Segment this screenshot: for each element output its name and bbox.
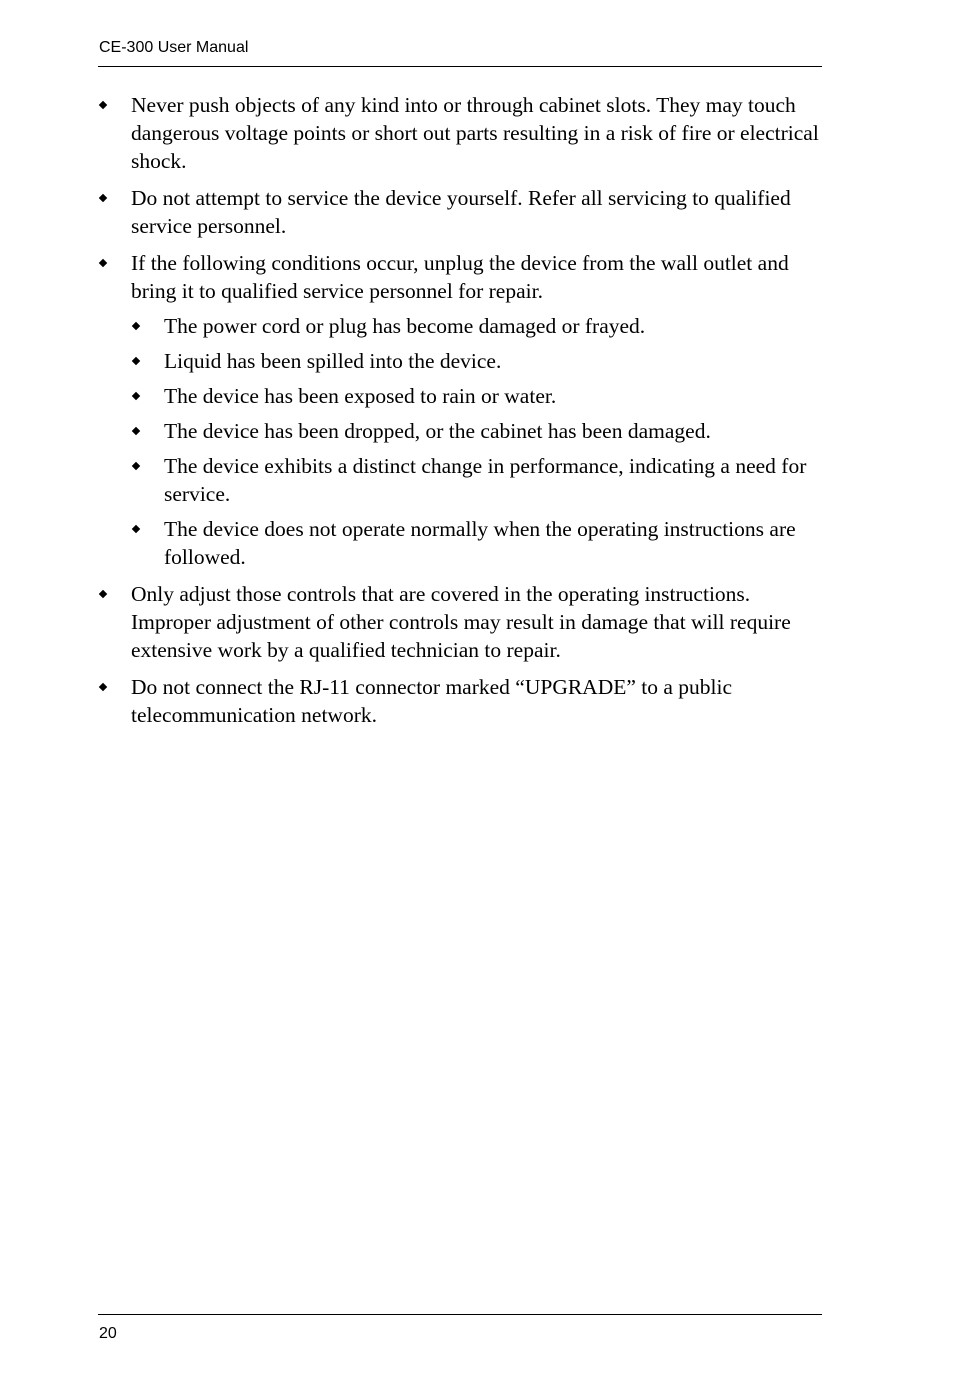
diamond-bullet-icon bbox=[131, 461, 141, 471]
page-header bbox=[98, 36, 822, 67]
sub-list-item-text: The device exhibits a distinct change in performance, indicating a need for service. bbox=[164, 454, 807, 506]
list-item-text: Do not attempt to service the device yourself. Refer all servicing to qualified service personnel. bbox=[131, 186, 791, 238]
list-item-text: If the following conditions occur, unplug the device from the wall outlet and bring it to qualified service personnel for repair. bbox=[131, 251, 789, 303]
list-item bbox=[98, 184, 822, 240]
sub-list-item-text: The device has been exposed to rain or water. bbox=[164, 384, 557, 408]
sub-list-item-text: The power cord or plug has become damaged or frayed. bbox=[164, 314, 646, 338]
list-item bbox=[98, 673, 822, 729]
sub-list-item bbox=[131, 452, 822, 508]
diamond-bullet-icon bbox=[131, 356, 141, 366]
page-number: 20 bbox=[99, 1325, 117, 1342]
sub-list-item bbox=[131, 347, 822, 375]
sub-list-item-text: The device does not operate normally when the operating instructions are followed. bbox=[164, 517, 796, 569]
diamond-bullet-icon bbox=[131, 321, 141, 331]
diamond-bullet-icon bbox=[98, 682, 108, 692]
list-item bbox=[98, 249, 822, 571]
sub-list-item-text: Liquid has been spilled into the device. bbox=[164, 349, 502, 373]
page-footer bbox=[98, 1314, 822, 1342]
diamond-bullet-icon bbox=[98, 589, 108, 599]
sub-list-item-text: The device has been dropped, or the cabinet has been damaged. bbox=[164, 419, 711, 443]
list-item-text: Only adjust those controls that are covered in the operating instructions. Improper adjustment of other controls may result in damage that will require extensive work by a qualified technician to repair. bbox=[131, 582, 791, 662]
list-item-text: Do not connect the RJ-11 connector marked “UPGRADE” to a public telecommunication network. bbox=[131, 675, 733, 727]
list-item bbox=[98, 580, 822, 664]
diamond-bullet-icon bbox=[131, 524, 141, 534]
sub-list-item bbox=[131, 515, 822, 571]
safety-instructions-list bbox=[98, 91, 822, 738]
conditions-sub-list bbox=[131, 312, 822, 571]
diamond-bullet-icon bbox=[131, 391, 141, 401]
sub-list-item bbox=[131, 417, 822, 445]
diamond-bullet-icon bbox=[131, 426, 141, 436]
list-item bbox=[98, 91, 822, 175]
list-item-text: Never push objects of any kind into or through cabinet slots. They may touch dangerous voltage points or short out parts resulting in a risk of fire or electrical shock. bbox=[131, 93, 819, 173]
diamond-bullet-icon bbox=[98, 258, 108, 268]
diamond-bullet-icon bbox=[98, 100, 108, 110]
sub-list-item bbox=[131, 382, 822, 410]
manual-title: CE-300 User Manual bbox=[99, 39, 249, 56]
diamond-bullet-icon bbox=[98, 193, 108, 203]
sub-list-item bbox=[131, 312, 822, 340]
